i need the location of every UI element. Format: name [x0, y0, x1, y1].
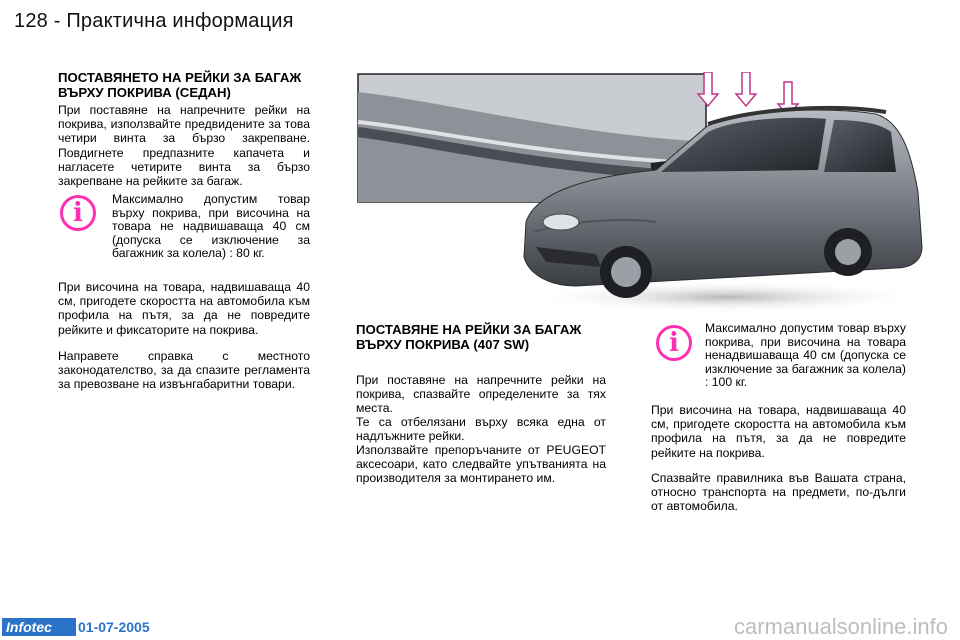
middle-paragraph-1: При поставяне на напречните рейки на покрива, спазвайте определените за тях места.: [356, 373, 606, 416]
middle-paragraph-2: Те са отбелязани върху всяка една от надлъжните рейки.: [356, 415, 606, 444]
footer-date: 01-07-2005: [78, 619, 150, 635]
watermark: carmanualsonline.info: [733, 614, 948, 639]
info-icon: i: [60, 195, 96, 231]
right-paragraph-2: Спазвайте правилника във Вашата страна, относно транспорта на предмети, по-дълги от автомобила.: [651, 471, 906, 514]
left-paragraph-3: Направете справка с местното законодателство, за да спазите регламента за превозване на извънгабаритни товари.: [58, 349, 310, 392]
right-paragraph-1: При височина на товара, надвишаваща 40 см, пригодете скоростта на автомобила към профила на пътя, за да не повредите рейките на покрива.: [651, 403, 906, 460]
infotec-logo: Infotec: [2, 618, 76, 636]
middle-heading: ПОСТАВЯНЕ НА РЕЙКИ ЗА БАГАЖ ВЪРХУ ПОКРИВА (407 SW): [356, 322, 582, 352]
page-header: 128 - Практична информация: [14, 10, 294, 32]
left-paragraph-2: При височина на товара, надвишаваща 40 см, пригодете скоростта на автомобила към профила на пътя, за да не повредите рейките и фиксаторите на покрива.: [58, 280, 310, 337]
left-note: Максимално допустим товар върху покрива, при височина на товара не надвишаваща 40 см (допуска се изключение за багажник за колела) : 80 кг.: [112, 192, 310, 261]
left-heading: ПОСТАВЯНЕТО НА РЕЙКИ ЗА БАГАЖ ВЪРХУ ПОКРИВА (СЕДАН): [58, 70, 302, 100]
right-note: Максимално допустим товар върху покрива, при височина на товара ненадвишаваща 40 см (допуска се изключение за багажник за колела) : 100 кг.: [705, 321, 906, 390]
car-roof-rails-image: [356, 72, 930, 315]
middle-paragraph-3: Използвайте препоръчаните от PEUGEOT аксесоари, като следвайте упътванията на производителя за монтирането им.: [356, 443, 606, 486]
left-paragraph-1: При поставяне на напречните рейки на покрива, използвайте предвидените за това четири винта за бързо закрепване. Повдигнете предпазните капачета и нагласете четирите винта за бързо закрепване на рейките за багаж.: [58, 103, 310, 189]
info-icon: i: [656, 325, 692, 361]
